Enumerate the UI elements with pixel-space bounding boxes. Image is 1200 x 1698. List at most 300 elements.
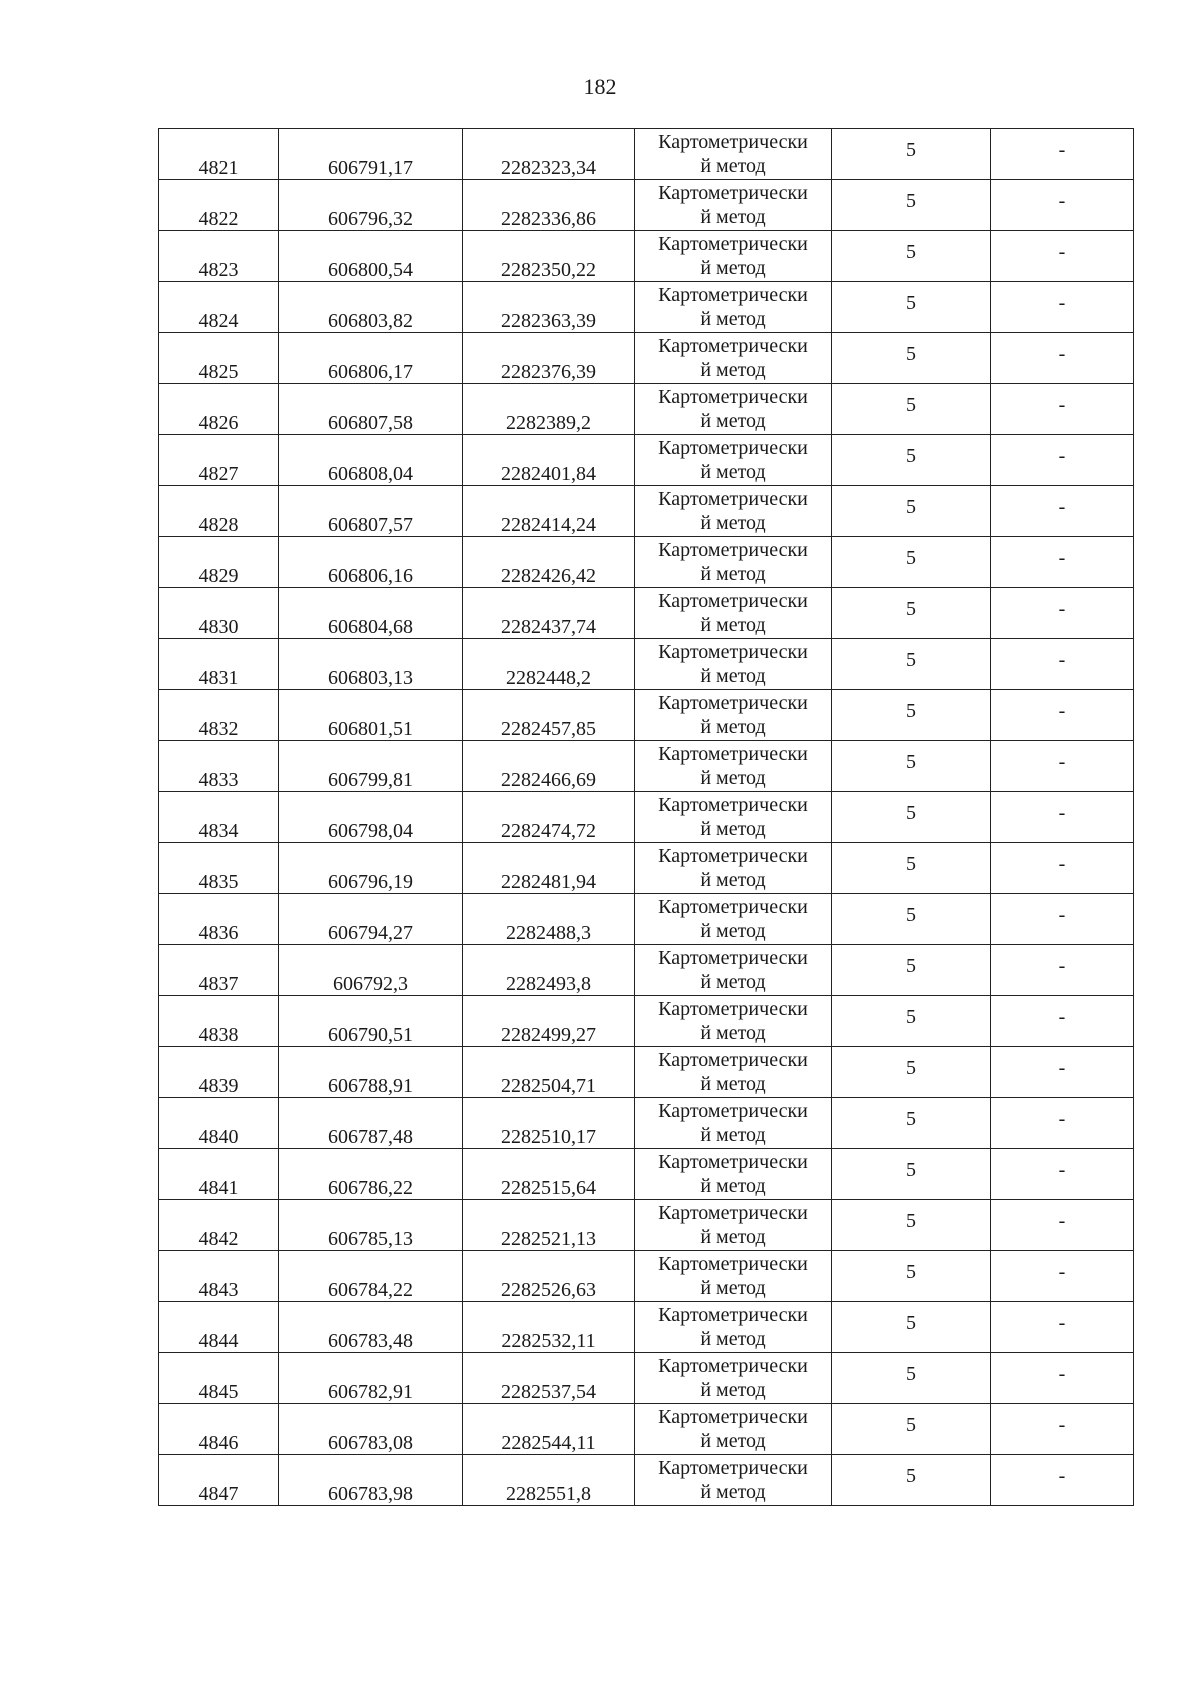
method-line-2: й метод xyxy=(700,155,766,177)
note-cell xyxy=(991,1404,1134,1455)
note-cell xyxy=(991,180,1134,231)
coordinate-y-cell: 2282499,27 xyxy=(463,996,635,1047)
accuracy-cell xyxy=(832,537,991,588)
note-value: - xyxy=(1058,190,1066,212)
note-cell xyxy=(991,1200,1134,1251)
accuracy-cell xyxy=(832,996,991,1047)
method-line-2: й метод xyxy=(700,1430,766,1452)
table-row xyxy=(159,1455,1134,1506)
note-value: - xyxy=(1058,241,1066,263)
method-line-1: Картометрически xyxy=(658,284,808,306)
note-cell xyxy=(991,996,1134,1047)
method-line-2: й метод xyxy=(700,614,766,636)
coordinate-x-cell: 606796,19 xyxy=(279,843,463,894)
accuracy-cell xyxy=(832,1302,991,1353)
method-cell xyxy=(635,537,832,588)
method-cell xyxy=(635,588,832,639)
accuracy-value: 5 xyxy=(906,343,916,365)
accuracy-value: 5 xyxy=(906,1465,916,1487)
method-line-2: й метод xyxy=(700,1124,766,1146)
method-line-1: Картометрически xyxy=(658,1355,808,1377)
coordinate-y-cell: 2282323,34 xyxy=(463,129,635,180)
note-value: - xyxy=(1058,394,1066,416)
method-line-2: й метод xyxy=(700,920,766,942)
point-number-cell: 4833 xyxy=(159,741,279,792)
method-line-1: Картометрически xyxy=(658,692,808,714)
table-row xyxy=(159,231,1134,282)
coordinate-y-cell: 2282437,74 xyxy=(463,588,635,639)
coordinate-y-cell: 2282504,71 xyxy=(463,1047,635,1098)
point-number-cell: 4831 xyxy=(159,639,279,690)
accuracy-cell xyxy=(832,129,991,180)
accuracy-cell xyxy=(832,180,991,231)
accuracy-value: 5 xyxy=(906,1159,916,1181)
coordinate-x-cell: 606784,22 xyxy=(279,1251,463,1302)
coordinate-y-cell: 2282426,42 xyxy=(463,537,635,588)
point-number-cell: 4844 xyxy=(159,1302,279,1353)
table-row xyxy=(159,1302,1134,1353)
note-value: - xyxy=(1058,139,1066,161)
note-cell xyxy=(991,333,1134,384)
coordinate-y-cell: 2282521,13 xyxy=(463,1200,635,1251)
coordinate-y-cell: 2282376,39 xyxy=(463,333,635,384)
coordinate-y-cell: 2282551,8 xyxy=(463,1455,635,1506)
note-value: - xyxy=(1058,292,1066,314)
table-row xyxy=(159,282,1134,333)
note-cell xyxy=(991,486,1134,537)
method-cell xyxy=(635,945,832,996)
method-line-1: Картометрически xyxy=(658,794,808,816)
method-cell xyxy=(635,1353,832,1404)
method-cell xyxy=(635,1404,832,1455)
coordinate-y-cell: 2282526,63 xyxy=(463,1251,635,1302)
note-cell xyxy=(991,843,1134,894)
coordinate-x-cell: 606788,91 xyxy=(279,1047,463,1098)
note-cell xyxy=(991,639,1134,690)
point-number-cell: 4836 xyxy=(159,894,279,945)
table-row xyxy=(159,996,1134,1047)
accuracy-cell xyxy=(832,333,991,384)
method-line-1: Картометрически xyxy=(658,182,808,204)
method-line-2: й метод xyxy=(700,1226,766,1248)
accuracy-value: 5 xyxy=(906,1006,916,1028)
point-number-cell: 4827 xyxy=(159,435,279,486)
coordinate-x-cell: 606800,54 xyxy=(279,231,463,282)
point-number-cell: 4846 xyxy=(159,1404,279,1455)
accuracy-value: 5 xyxy=(906,292,916,314)
page-number: 182 xyxy=(583,74,617,99)
note-cell xyxy=(991,1251,1134,1302)
note-value: - xyxy=(1058,955,1066,977)
table-row xyxy=(159,1149,1134,1200)
method-cell xyxy=(635,384,832,435)
coordinate-x-cell: 606790,51 xyxy=(279,996,463,1047)
point-number-cell: 4821 xyxy=(159,129,279,180)
coordinate-y-cell: 2282457,85 xyxy=(463,690,635,741)
point-number-cell: 4834 xyxy=(159,792,279,843)
accuracy-value: 5 xyxy=(906,445,916,467)
method-cell xyxy=(635,843,832,894)
coordinate-x-cell: 606792,3 xyxy=(279,945,463,996)
method-line-1: Картометрически xyxy=(658,1202,808,1224)
method-line-1: Картометрически xyxy=(658,1253,808,1275)
accuracy-value: 5 xyxy=(906,700,916,722)
coordinate-y-cell: 2282544,11 xyxy=(463,1404,635,1455)
coordinate-x-cell: 606807,58 xyxy=(279,384,463,435)
note-cell xyxy=(991,129,1134,180)
point-number-cell: 4840 xyxy=(159,1098,279,1149)
accuracy-value: 5 xyxy=(906,496,916,518)
coordinate-y-cell: 2282448,2 xyxy=(463,639,635,690)
point-number-cell: 4822 xyxy=(159,180,279,231)
method-line-1: Картометрически xyxy=(658,743,808,765)
method-line-1: Картометрически xyxy=(658,896,808,918)
accuracy-cell xyxy=(832,843,991,894)
note-value: - xyxy=(1058,1312,1066,1334)
coordinate-x-cell: 606782,91 xyxy=(279,1353,463,1404)
method-cell xyxy=(635,1149,832,1200)
point-number-cell: 4839 xyxy=(159,1047,279,1098)
note-value: - xyxy=(1058,496,1066,518)
note-value: - xyxy=(1058,547,1066,569)
accuracy-cell xyxy=(832,1404,991,1455)
accuracy-value: 5 xyxy=(906,853,916,875)
note-value: - xyxy=(1058,1261,1066,1283)
coordinate-x-cell: 606803,13 xyxy=(279,639,463,690)
accuracy-cell xyxy=(832,1251,991,1302)
note-cell xyxy=(991,945,1134,996)
note-cell xyxy=(991,690,1134,741)
accuracy-cell xyxy=(832,639,991,690)
method-line-2: й метод xyxy=(700,308,766,330)
method-line-1: Картометрически xyxy=(658,641,808,663)
note-cell xyxy=(991,231,1134,282)
accuracy-cell xyxy=(832,588,991,639)
note-cell xyxy=(991,282,1134,333)
method-line-2: й метод xyxy=(700,818,766,840)
coordinate-x-cell: 606796,32 xyxy=(279,180,463,231)
note-value: - xyxy=(1058,802,1066,824)
method-cell xyxy=(635,129,832,180)
coordinate-x-cell: 606806,17 xyxy=(279,333,463,384)
point-number-cell: 4847 xyxy=(159,1455,279,1506)
coordinate-x-cell: 606783,98 xyxy=(279,1455,463,1506)
coordinate-y-cell: 2282466,69 xyxy=(463,741,635,792)
coordinate-y-cell: 2282363,39 xyxy=(463,282,635,333)
coordinate-x-cell: 606787,48 xyxy=(279,1098,463,1149)
method-cell xyxy=(635,435,832,486)
point-number-cell: 4838 xyxy=(159,996,279,1047)
table-row xyxy=(159,1200,1134,1251)
table-row xyxy=(159,1251,1134,1302)
accuracy-value: 5 xyxy=(906,1312,916,1334)
method-line-2: й метод xyxy=(700,971,766,993)
method-line-2: й метод xyxy=(700,665,766,687)
coordinate-y-cell: 2282515,64 xyxy=(463,1149,635,1200)
coordinate-x-cell: 606808,04 xyxy=(279,435,463,486)
accuracy-cell xyxy=(832,1149,991,1200)
accuracy-cell xyxy=(832,741,991,792)
accuracy-value: 5 xyxy=(906,394,916,416)
note-value: - xyxy=(1058,1159,1066,1181)
table-row xyxy=(159,894,1134,945)
method-cell xyxy=(635,690,832,741)
method-line-2: й метод xyxy=(700,869,766,891)
accuracy-value: 5 xyxy=(906,598,916,620)
note-value: - xyxy=(1058,1210,1066,1232)
note-value: - xyxy=(1058,343,1066,365)
note-value: - xyxy=(1058,1363,1066,1385)
point-number-cell: 4828 xyxy=(159,486,279,537)
accuracy-cell xyxy=(832,1047,991,1098)
table-row xyxy=(159,180,1134,231)
point-number-cell: 4832 xyxy=(159,690,279,741)
method-cell xyxy=(635,741,832,792)
accuracy-cell xyxy=(832,1200,991,1251)
method-line-2: й метод xyxy=(700,716,766,738)
table-row xyxy=(159,435,1134,486)
accuracy-cell xyxy=(832,231,991,282)
coordinate-x-cell: 606783,08 xyxy=(279,1404,463,1455)
note-value: - xyxy=(1058,853,1066,875)
table-row xyxy=(159,1404,1134,1455)
note-cell xyxy=(991,1455,1134,1506)
method-cell xyxy=(635,1098,832,1149)
accuracy-value: 5 xyxy=(906,190,916,212)
coordinate-x-cell: 606799,81 xyxy=(279,741,463,792)
coordinate-y-cell: 2282488,3 xyxy=(463,894,635,945)
accuracy-value: 5 xyxy=(906,547,916,569)
method-line-2: й метод xyxy=(700,563,766,585)
table-body xyxy=(159,129,1134,1506)
method-line-2: й метод xyxy=(700,767,766,789)
table-row xyxy=(159,690,1134,741)
method-line-1: Картометрически xyxy=(658,335,808,357)
method-line-2: й метод xyxy=(700,1277,766,1299)
accuracy-cell xyxy=(832,894,991,945)
method-line-2: й метод xyxy=(700,512,766,534)
coordinate-x-cell: 606804,68 xyxy=(279,588,463,639)
method-line-1: Картометрически xyxy=(658,1100,808,1122)
method-line-1: Картометрически xyxy=(658,998,808,1020)
method-line-2: й метод xyxy=(700,1379,766,1401)
accuracy-value: 5 xyxy=(906,751,916,773)
note-cell xyxy=(991,537,1134,588)
method-cell xyxy=(635,282,832,333)
note-cell xyxy=(991,1047,1134,1098)
method-line-1: Картометрически xyxy=(658,233,808,255)
note-cell xyxy=(991,792,1134,843)
accuracy-value: 5 xyxy=(906,802,916,824)
point-number-cell: 4845 xyxy=(159,1353,279,1404)
coordinate-y-cell: 2282350,22 xyxy=(463,231,635,282)
method-line-1: Картометрически xyxy=(658,1457,808,1479)
method-cell xyxy=(635,486,832,537)
table-row xyxy=(159,741,1134,792)
accuracy-value: 5 xyxy=(906,1210,916,1232)
accuracy-value: 5 xyxy=(906,649,916,671)
note-value: - xyxy=(1058,649,1066,671)
method-line-1: Картометрически xyxy=(658,1304,808,1326)
point-number-cell: 4825 xyxy=(159,333,279,384)
point-number-cell: 4823 xyxy=(159,231,279,282)
table-row xyxy=(159,1047,1134,1098)
method-cell xyxy=(635,996,832,1047)
coordinate-x-cell: 606785,13 xyxy=(279,1200,463,1251)
method-line-1: Картометрически xyxy=(658,947,808,969)
coordinate-x-cell: 606807,57 xyxy=(279,486,463,537)
coordinate-x-cell: 606801,51 xyxy=(279,690,463,741)
method-cell xyxy=(635,1455,832,1506)
coordinate-x-cell: 606791,17 xyxy=(279,129,463,180)
table-row xyxy=(159,129,1134,180)
coordinate-y-cell: 2282401,84 xyxy=(463,435,635,486)
accuracy-cell xyxy=(832,690,991,741)
method-line-1: Картометрически xyxy=(658,488,808,510)
accuracy-cell xyxy=(832,792,991,843)
method-line-2: й метод xyxy=(700,206,766,228)
note-value: - xyxy=(1058,445,1066,467)
method-line-1: Картометрически xyxy=(658,386,808,408)
accuracy-value: 5 xyxy=(906,1057,916,1079)
coordinate-y-cell: 2282414,24 xyxy=(463,486,635,537)
coordinate-y-cell: 2282493,8 xyxy=(463,945,635,996)
table-row xyxy=(159,843,1134,894)
method-cell xyxy=(635,1302,832,1353)
table-row xyxy=(159,486,1134,537)
accuracy-value: 5 xyxy=(906,139,916,161)
coordinate-y-cell: 2282336,86 xyxy=(463,180,635,231)
accuracy-cell xyxy=(832,486,991,537)
note-value: - xyxy=(1058,1108,1066,1130)
table-row xyxy=(159,333,1134,384)
table-row xyxy=(159,588,1134,639)
coordinate-y-cell: 2282481,94 xyxy=(463,843,635,894)
note-cell xyxy=(991,1098,1134,1149)
accuracy-value: 5 xyxy=(906,904,916,926)
method-line-1: Картометрически xyxy=(658,590,808,612)
note-value: - xyxy=(1058,1465,1066,1487)
accuracy-value: 5 xyxy=(906,1363,916,1385)
method-line-1: Картометрически xyxy=(658,1151,808,1173)
table-row xyxy=(159,945,1134,996)
method-line-1: Картометрически xyxy=(658,1406,808,1428)
accuracy-value: 5 xyxy=(906,1414,916,1436)
method-cell xyxy=(635,231,832,282)
point-number-cell: 4835 xyxy=(159,843,279,894)
coordinate-y-cell: 2282532,11 xyxy=(463,1302,635,1353)
method-line-1: Картометрически xyxy=(658,539,808,561)
coordinate-x-cell: 606786,22 xyxy=(279,1149,463,1200)
method-cell xyxy=(635,1200,832,1251)
point-number-cell: 4837 xyxy=(159,945,279,996)
note-value: - xyxy=(1058,1414,1066,1436)
note-cell xyxy=(991,1302,1134,1353)
coordinate-x-cell: 606783,48 xyxy=(279,1302,463,1353)
coordinate-x-cell: 606798,04 xyxy=(279,792,463,843)
table-row xyxy=(159,1353,1134,1404)
method-line-2: й метод xyxy=(700,359,766,381)
accuracy-cell xyxy=(832,435,991,486)
method-cell xyxy=(635,1251,832,1302)
point-number-cell: 4829 xyxy=(159,537,279,588)
note-cell xyxy=(991,1149,1134,1200)
note-value: - xyxy=(1058,1057,1066,1079)
method-line-2: й метод xyxy=(700,461,766,483)
method-cell xyxy=(635,1047,832,1098)
point-number-cell: 4826 xyxy=(159,384,279,435)
point-number-cell: 4842 xyxy=(159,1200,279,1251)
accuracy-value: 5 xyxy=(906,1261,916,1283)
method-line-2: й метод xyxy=(700,257,766,279)
coordinate-y-cell: 2282510,17 xyxy=(463,1098,635,1149)
note-cell xyxy=(991,435,1134,486)
method-line-1: Картометрически xyxy=(658,131,808,153)
coordinate-x-cell: 606794,27 xyxy=(279,894,463,945)
note-cell xyxy=(991,894,1134,945)
method-cell xyxy=(635,333,832,384)
method-line-2: й метод xyxy=(700,1073,766,1095)
table-row xyxy=(159,639,1134,690)
note-value: - xyxy=(1058,700,1066,722)
accuracy-cell xyxy=(832,1353,991,1404)
note-cell xyxy=(991,1353,1134,1404)
note-value: - xyxy=(1058,904,1066,926)
accuracy-cell xyxy=(832,1098,991,1149)
point-number-cell: 4841 xyxy=(159,1149,279,1200)
table-row xyxy=(159,792,1134,843)
method-line-1: Картометрически xyxy=(658,845,808,867)
method-cell xyxy=(635,180,832,231)
point-number-cell: 4824 xyxy=(159,282,279,333)
method-cell xyxy=(635,792,832,843)
coordinate-x-cell: 606803,82 xyxy=(279,282,463,333)
coordinate-y-cell: 2282537,54 xyxy=(463,1353,635,1404)
accuracy-cell xyxy=(832,384,991,435)
method-cell xyxy=(635,639,832,690)
note-cell xyxy=(991,741,1134,792)
note-value: - xyxy=(1058,751,1066,773)
table-row xyxy=(159,384,1134,435)
coordinate-x-cell: 606806,16 xyxy=(279,537,463,588)
method-cell xyxy=(635,894,832,945)
method-line-2: й метод xyxy=(700,1328,766,1350)
accuracy-cell xyxy=(832,945,991,996)
coordinate-y-cell: 2282389,2 xyxy=(463,384,635,435)
accuracy-value: 5 xyxy=(906,241,916,263)
accuracy-cell xyxy=(832,282,991,333)
method-line-2: й метод xyxy=(700,1175,766,1197)
accuracy-cell xyxy=(832,1455,991,1506)
table-row xyxy=(159,537,1134,588)
accuracy-value: 5 xyxy=(906,955,916,977)
method-line-2: й метод xyxy=(700,410,766,432)
method-line-2: й метод xyxy=(700,1481,766,1503)
method-line-1: Картометрически xyxy=(658,1049,808,1071)
note-value: - xyxy=(1058,598,1066,620)
accuracy-value: 5 xyxy=(906,1108,916,1130)
point-number-cell: 4843 xyxy=(159,1251,279,1302)
method-line-1: Картометрически xyxy=(658,437,808,459)
method-line-2: й метод xyxy=(700,1022,766,1044)
coordinates-table xyxy=(158,128,1134,1506)
coordinate-y-cell: 2282474,72 xyxy=(463,792,635,843)
point-number-cell: 4830 xyxy=(159,588,279,639)
table-row xyxy=(159,1098,1134,1149)
note-cell xyxy=(991,384,1134,435)
note-cell xyxy=(991,588,1134,639)
note-value: - xyxy=(1058,1006,1066,1028)
